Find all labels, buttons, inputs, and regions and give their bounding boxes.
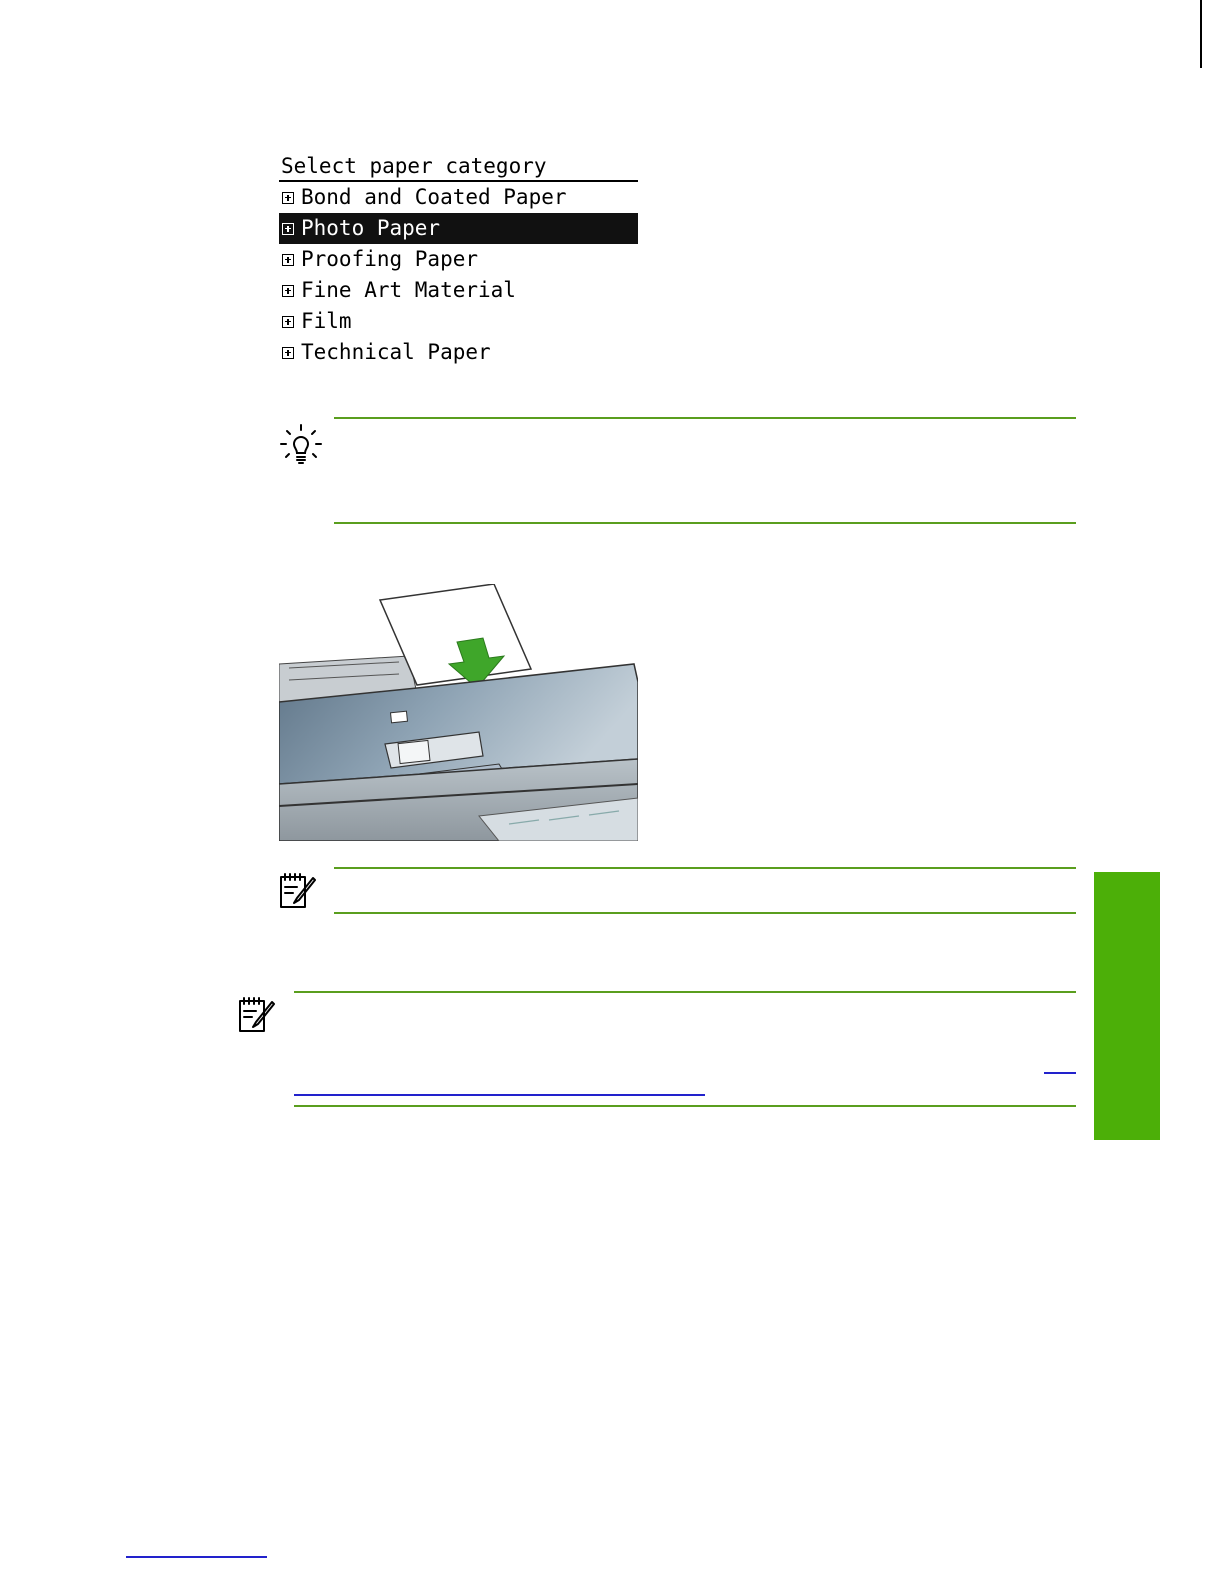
panel-item-proofing[interactable] — [279, 244, 638, 275]
plus-box-icon — [282, 223, 294, 235]
page-edge-rule — [1200, 0, 1202, 68]
lightbulb-icon — [280, 424, 322, 466]
footer-link[interactable] — [126, 1556, 267, 1558]
note-2-bottom-rule — [294, 1105, 1076, 1107]
plus-box-icon — [282, 285, 294, 297]
panel-item-technical[interactable] — [279, 337, 638, 368]
plus-box-icon — [282, 347, 294, 359]
plus-box-icon — [282, 316, 294, 328]
note-1-top-rule — [334, 867, 1076, 869]
tip-top-rule — [334, 417, 1076, 419]
chapter-side-tab — [1094, 872, 1160, 1140]
panel-item-fine-art[interactable] — [279, 275, 638, 306]
panel-item-bond-coated[interactable] — [279, 182, 638, 213]
plus-box-icon — [282, 192, 294, 204]
cross-reference-link[interactable] — [1044, 1072, 1076, 1074]
panel-item-photo-paper[interactable] — [279, 213, 638, 244]
note-pencil-icon — [279, 872, 317, 910]
panel-title: Select paper category — [279, 150, 638, 182]
panel-item-label: Film — [301, 309, 352, 333]
plus-box-icon — [282, 254, 294, 266]
printer-loading-illustration — [279, 584, 638, 841]
cross-reference-link-continued[interactable] — [294, 1094, 705, 1096]
panel-item-label: Bond and Coated Paper — [301, 185, 567, 209]
front-panel-screen — [279, 150, 638, 375]
panel-item-label: Fine Art Material — [301, 278, 516, 302]
panel-item-label: Proofing Paper — [301, 247, 479, 271]
panel-item-label: Photo Paper — [301, 216, 441, 240]
tip-bottom-rule — [334, 522, 1076, 524]
panel-item-label: Technical Paper — [301, 340, 491, 364]
panel-item-film[interactable] — [279, 306, 638, 337]
note-2-top-rule — [294, 991, 1076, 993]
note-pencil-icon — [238, 996, 276, 1034]
note-1-bottom-rule — [334, 912, 1076, 914]
